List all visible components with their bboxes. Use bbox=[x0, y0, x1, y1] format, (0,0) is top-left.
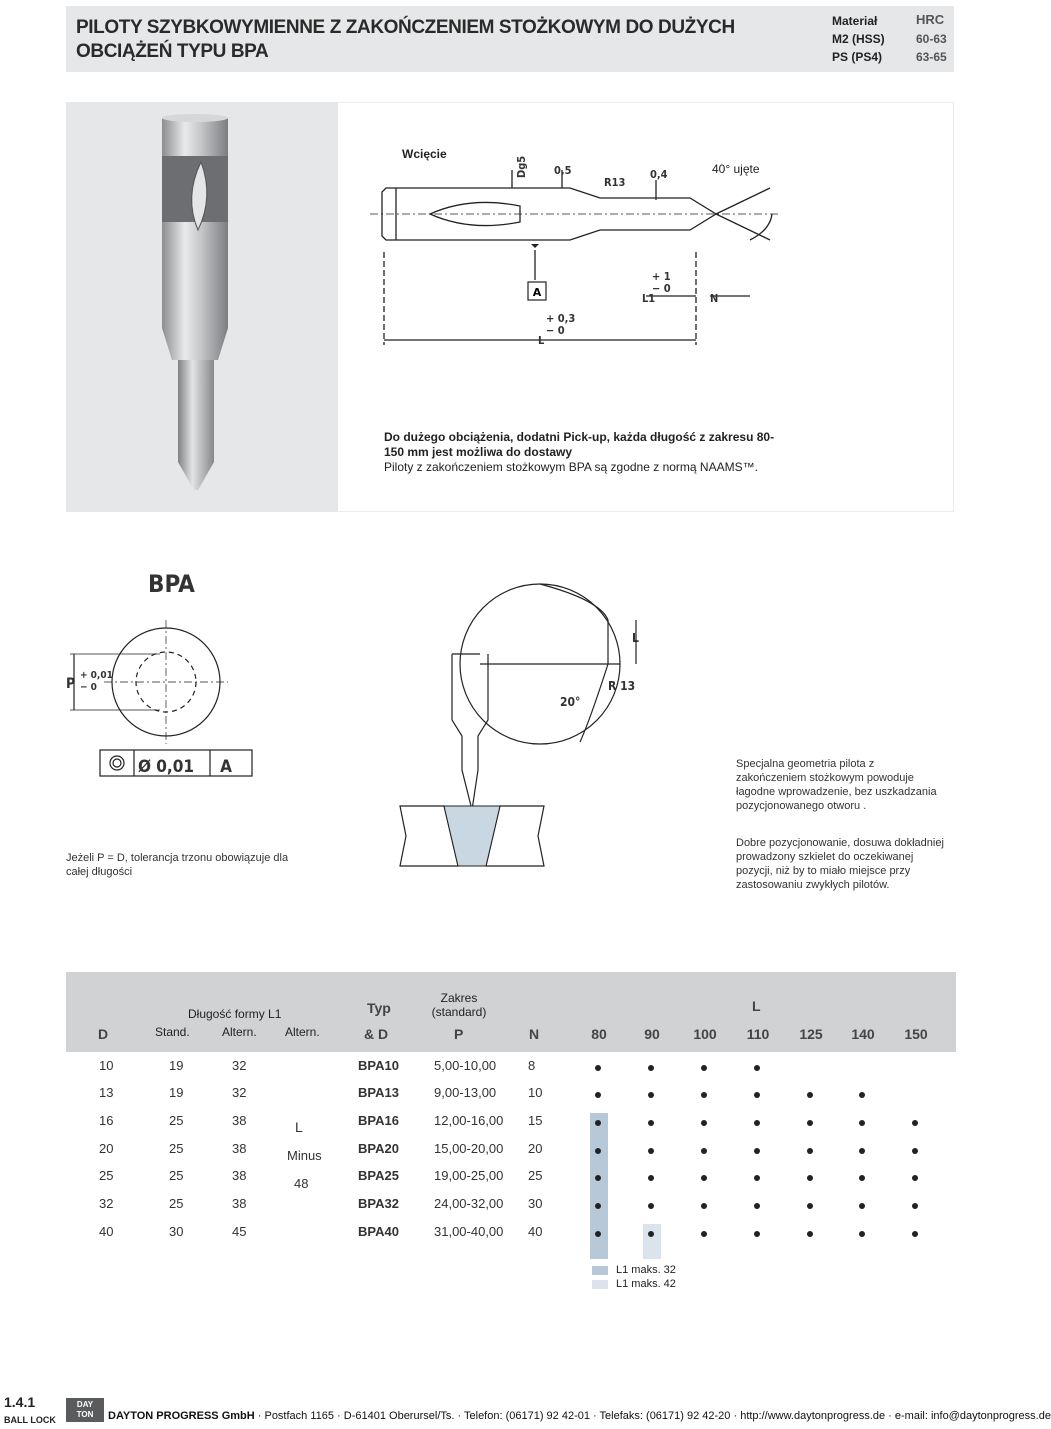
cell-range: 5,00-10,00 bbox=[434, 1058, 497, 1073]
availability-dot bbox=[859, 1231, 865, 1237]
availability-dot bbox=[595, 1203, 601, 1209]
cell-stand: 25 bbox=[169, 1196, 184, 1211]
cell-stand: 19 bbox=[169, 1058, 184, 1073]
cell-altern: 45 bbox=[232, 1224, 247, 1239]
cell-typ: BPA40 bbox=[358, 1224, 399, 1239]
cell-d: 10 bbox=[99, 1058, 114, 1073]
availability-dot bbox=[859, 1203, 865, 1209]
highlight-l1-max-42 bbox=[643, 1224, 661, 1259]
availability-dot bbox=[648, 1203, 654, 1209]
availability-dot bbox=[912, 1203, 918, 1209]
pilot-photo-illustration bbox=[66, 102, 338, 512]
availability-dot bbox=[595, 1092, 601, 1098]
cell-n: 10 bbox=[528, 1085, 543, 1100]
footer-company: DAYTON PROGRESS GmbH bbox=[108, 1410, 255, 1422]
dim-l1-minus: − 0 bbox=[652, 282, 671, 295]
logo-top-text: DAY bbox=[76, 1400, 94, 1409]
angle-label: 40° ujęte bbox=[712, 162, 760, 176]
geometry-note: Specjalna geometria pilota z zakończeniem stożkowym powoduje łagodne wprowadzenie, bez uszkadzania pozycjonowanego otworu . bbox=[736, 758, 937, 812]
col-typ-d: & D bbox=[364, 1026, 389, 1042]
logo-bottom-text: TON bbox=[76, 1410, 94, 1419]
availability-dot bbox=[701, 1065, 707, 1071]
availability-dot bbox=[701, 1120, 707, 1126]
highlight-l1-max-32 bbox=[590, 1113, 608, 1259]
cell-typ: BPA20 bbox=[358, 1141, 399, 1156]
p-label: P bbox=[66, 676, 76, 692]
cell-altern: 38 bbox=[232, 1196, 247, 1211]
bpa-detail-drawing bbox=[60, 560, 700, 900]
cell-range: 15,00-20,00 bbox=[434, 1141, 504, 1156]
detail-dim-20: 20° bbox=[560, 695, 581, 709]
availability-dot bbox=[859, 1175, 865, 1181]
availability-dot bbox=[859, 1148, 865, 1154]
datum-a-text: A bbox=[532, 286, 542, 299]
availability-dot bbox=[807, 1148, 813, 1154]
hrc-m2: 60-63 bbox=[916, 32, 947, 46]
cell-range: 19,00-25,00 bbox=[434, 1168, 504, 1183]
availability-dot bbox=[754, 1203, 760, 1209]
cell-stand: 25 bbox=[169, 1168, 184, 1183]
dim-l-minus: − 0 bbox=[546, 324, 565, 337]
availability-dot bbox=[701, 1231, 707, 1237]
cell-range: 9,00-13,00 bbox=[434, 1085, 497, 1100]
availability-dot bbox=[648, 1065, 654, 1071]
col-typ: Typ bbox=[367, 1000, 391, 1016]
availability-dot bbox=[912, 1148, 918, 1154]
dim-0-4: 0,4 bbox=[650, 168, 668, 181]
cell-stand: 30 bbox=[169, 1224, 184, 1239]
availability-dot bbox=[595, 1231, 601, 1237]
cell-altern: 38 bbox=[232, 1113, 247, 1128]
cell-n: 15 bbox=[528, 1113, 543, 1128]
cell-altern: 38 bbox=[232, 1168, 247, 1183]
l-header-80: 80 bbox=[591, 1026, 607, 1042]
cell-typ: BPA16 bbox=[358, 1113, 399, 1128]
l-header-100: 100 bbox=[693, 1026, 717, 1042]
tolerance-frame-value: Ø 0,01 bbox=[137, 757, 195, 777]
cell-altern: 32 bbox=[232, 1085, 247, 1100]
col-range: Zakres (standard) bbox=[431, 991, 487, 1019]
cell-stand: 25 bbox=[169, 1141, 184, 1156]
dim-l-plus: + 0,3 bbox=[546, 312, 576, 325]
cell-range: 24,00-32,00 bbox=[434, 1196, 504, 1211]
legend-label-32: L1 maks. 32 bbox=[616, 1264, 676, 1276]
availability-dot bbox=[754, 1148, 760, 1154]
footer-address: · Postfach 1165 · D-61401 Oberursel/Ts. · Telefon: (06171) 92 42-01 · Telefaks: (06171) 92 42-20 · http://www.daytonprogress.de · e-mail: info@daytonprogress.de bbox=[254, 1410, 1051, 1422]
availability-dot bbox=[701, 1092, 707, 1098]
availability-dot bbox=[648, 1175, 654, 1181]
cell-d: 40 bbox=[99, 1224, 114, 1239]
cell-d: 16 bbox=[99, 1113, 114, 1128]
p-tol-plus: + 0,01 bbox=[80, 670, 113, 681]
bpa-type-title: BPA bbox=[148, 570, 195, 598]
availability-dot bbox=[912, 1231, 918, 1237]
cell-d: 20 bbox=[99, 1141, 114, 1156]
size-table-body bbox=[66, 1052, 956, 1257]
dim-l: L bbox=[538, 334, 545, 347]
availability-dot bbox=[595, 1148, 601, 1154]
l-header-110: 110 bbox=[746, 1026, 770, 1042]
cell-n: 20 bbox=[528, 1141, 543, 1156]
availability-dot bbox=[648, 1231, 654, 1237]
availability-dot bbox=[807, 1231, 813, 1237]
availability-dot bbox=[701, 1175, 707, 1181]
l-header-140: 140 bbox=[851, 1026, 875, 1042]
l-header-125: 125 bbox=[799, 1026, 823, 1042]
dim-dg5: Dg5 bbox=[515, 155, 528, 178]
hrc-label: HRC bbox=[916, 12, 945, 27]
availability-dot bbox=[754, 1065, 760, 1071]
availability-dot bbox=[807, 1120, 813, 1126]
cell-range: 12,00-16,00 bbox=[434, 1113, 504, 1128]
detail-dim-r13: R 13 bbox=[608, 679, 636, 693]
cell-typ: BPA25 bbox=[358, 1168, 399, 1183]
availability-dot bbox=[859, 1092, 865, 1098]
material-spec bbox=[820, 6, 954, 72]
page-title: PILOTY SZYBKOWYMIENNE Z ZAKOŃCZENIEM STOŻKOWYM DO DUŻYCH OBCIĄŻEŃ TYPU BPA bbox=[76, 17, 735, 62]
availability-dot bbox=[701, 1148, 707, 1154]
availability-dot bbox=[807, 1092, 813, 1098]
cell-n: 30 bbox=[528, 1196, 543, 1211]
dim-l1: L1 bbox=[642, 292, 656, 305]
col-d: D bbox=[98, 1026, 109, 1042]
col-p: P bbox=[454, 1026, 464, 1042]
cell-typ: BPA13 bbox=[358, 1085, 399, 1100]
side-label-l: L bbox=[295, 1119, 303, 1135]
availability-dot bbox=[912, 1175, 918, 1181]
cell-typ: BPA32 bbox=[358, 1196, 399, 1211]
naams-note: Piloty z zakończeniem stożkowym BPA są zgodne z normą NAAMS™. bbox=[384, 460, 758, 474]
legend-swatch-32 bbox=[592, 1266, 608, 1275]
col-l1-title: Długość formy L1 bbox=[188, 1007, 282, 1021]
col-stand: Stand. bbox=[155, 1025, 190, 1039]
cell-d: 13 bbox=[99, 1085, 114, 1100]
dim-l1-plus: + 1 bbox=[652, 270, 671, 283]
availability-dot bbox=[859, 1120, 865, 1126]
col-altern-1: Altern. bbox=[222, 1025, 257, 1039]
availability-dot bbox=[648, 1148, 654, 1154]
availability-dot bbox=[754, 1120, 760, 1126]
availability-dot bbox=[807, 1175, 813, 1181]
col-n: N bbox=[529, 1026, 540, 1042]
hrc-ps: 63-65 bbox=[916, 50, 947, 64]
load-note bbox=[384, 430, 784, 475]
availability-dot bbox=[595, 1175, 601, 1181]
l-header-150: 150 bbox=[904, 1026, 928, 1042]
availability-dot bbox=[807, 1203, 813, 1209]
side-label-minus: Minus bbox=[287, 1148, 322, 1163]
legend-swatch-42 bbox=[592, 1280, 608, 1289]
dim-0-5: 0,5 bbox=[554, 164, 572, 177]
material-ps: PS (PS4) bbox=[832, 50, 883, 64]
availability-dot bbox=[595, 1065, 601, 1071]
section-code: 1.4.1 bbox=[4, 1394, 36, 1410]
availability-dot bbox=[912, 1120, 918, 1126]
cell-range: 31,00-40,00 bbox=[434, 1224, 504, 1239]
availability-dot bbox=[595, 1120, 601, 1126]
availability-dot bbox=[648, 1120, 654, 1126]
cell-n: 25 bbox=[528, 1168, 543, 1183]
cell-d: 25 bbox=[99, 1168, 114, 1183]
cell-altern: 38 bbox=[232, 1141, 247, 1156]
dim-r13: R13 bbox=[604, 176, 626, 189]
availability-dot bbox=[648, 1092, 654, 1098]
col-altern-2: Altern. bbox=[285, 1025, 320, 1039]
cell-altern: 32 bbox=[232, 1058, 247, 1073]
availability-dot bbox=[754, 1175, 760, 1181]
cell-n: 40 bbox=[528, 1224, 543, 1239]
positioning-note: Dobre pozycjonowanie, dosuwa dokładniej prowadzony szkielet do oczekiwanej pozycji, niż by to miało miejsce przy zastosowaniu zwykłych pilotów. bbox=[736, 837, 944, 891]
footer-contact bbox=[108, 1410, 1051, 1422]
legend-label-42: L1 maks. 42 bbox=[616, 1278, 676, 1290]
cell-typ: BPA10 bbox=[358, 1058, 399, 1073]
availability-dot bbox=[754, 1231, 760, 1237]
availability-dot bbox=[754, 1092, 760, 1098]
availability-dot bbox=[701, 1203, 707, 1209]
p-tol-minus: − 0 bbox=[80, 682, 97, 693]
cell-n: 8 bbox=[528, 1058, 536, 1073]
cell-d: 32 bbox=[99, 1196, 114, 1211]
tolerance-note: Jeżeli P = D, tolerancja trzonu obowiązuje dla całej długości bbox=[66, 852, 289, 878]
dim-n: N bbox=[710, 292, 719, 305]
load-note-bold: Do dużego obciążenia, dodatni Pick-up, każda długość z zakresu 80-150 mm jest możliwa do dostawy bbox=[384, 430, 775, 459]
cell-stand: 25 bbox=[169, 1113, 184, 1128]
col-l: L bbox=[752, 998, 761, 1014]
dayton-logo bbox=[66, 1398, 104, 1422]
section-name: BALL LOCK bbox=[4, 1415, 56, 1425]
side-label-48: 48 bbox=[294, 1176, 309, 1191]
tolerance-frame-ref: A bbox=[220, 757, 232, 777]
notch-label: Wcięcie bbox=[402, 147, 447, 161]
cell-stand: 19 bbox=[169, 1085, 184, 1100]
detail-dim-l: L bbox=[632, 631, 639, 645]
material-m2: M2 (HSS) bbox=[832, 32, 885, 46]
material-label: Materiał bbox=[832, 14, 878, 28]
l-header-90: 90 bbox=[644, 1026, 660, 1042]
